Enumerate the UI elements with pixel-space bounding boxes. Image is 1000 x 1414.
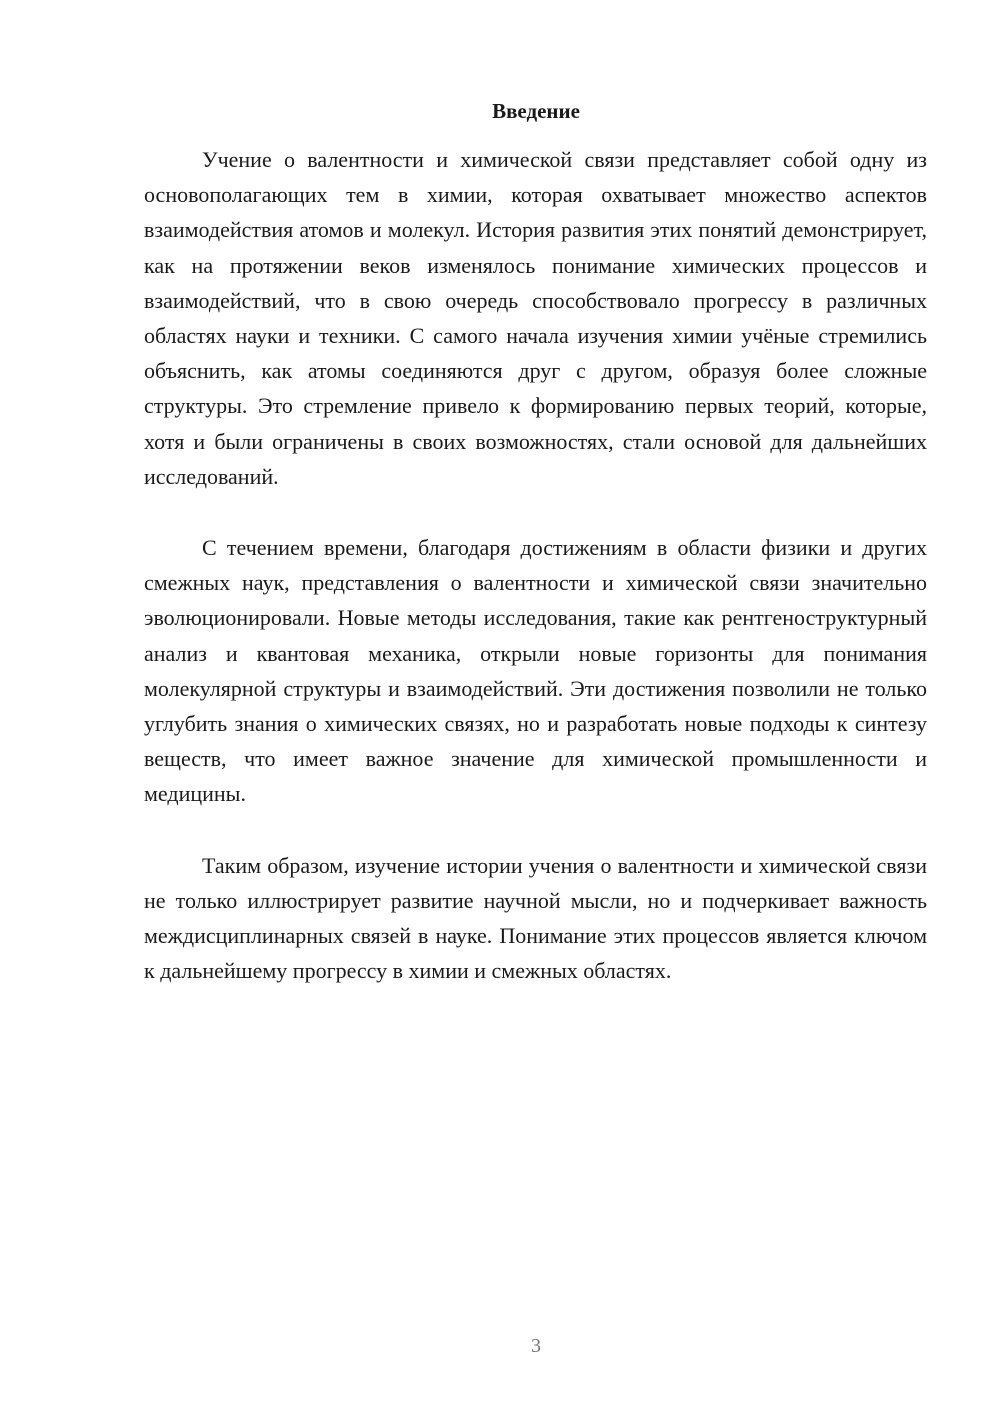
paragraph-2: С течением времени, благодаря достижениям в области физики и других смежных наук, представления о валентности и химической связи значительно эволюционировали. Новые методы исследования, такие как рентгеноструктурный анализ и квантовая механика, открыли новые горизонты для понимания молекулярной структуры и взаимодействий. Эти достижения позволили не только углубить знания о химических связях, но и разработать новые подходы к синтезу веществ, что имеет важное значение для химической промышленности и медицины. [144, 535, 927, 807]
section-title: Введение [492, 99, 580, 123]
body-text [144, 142, 927, 1024]
page-number: 3 [531, 1335, 541, 1357]
paragraph-3: Таким образом, изучение истории учения о валентности и химической связи не только иллюстрирует развитие научной мысли, но и подчеркивает важность междисциплинарных связей в науке. Понимание этих процессов является ключом к дальнейшему прогрессу в химии и смежных областях. [144, 852, 927, 984]
paragraph-1: Учение о валентности и химической связи представляет собой одну из основополагающих тем в химии, которая охватывает множество аспектов взаимодействия атомов и молекул. История развития этих понятий демонстрирует, как на протяжении веков изменялось понимание химических процессов и взаимодействий, что в свою очередь способствовало прогрессу в различных областях науки и техники. С самого начала изучения химии учёные стремились объяснить, как атомы соединяются друг с другом, образуя более сложные структуры. Это стремление привело к формированию первых теорий, которые, хотя и были ограничены в своих возможностях, стали основой для дальнейших исследований. [144, 147, 927, 489]
